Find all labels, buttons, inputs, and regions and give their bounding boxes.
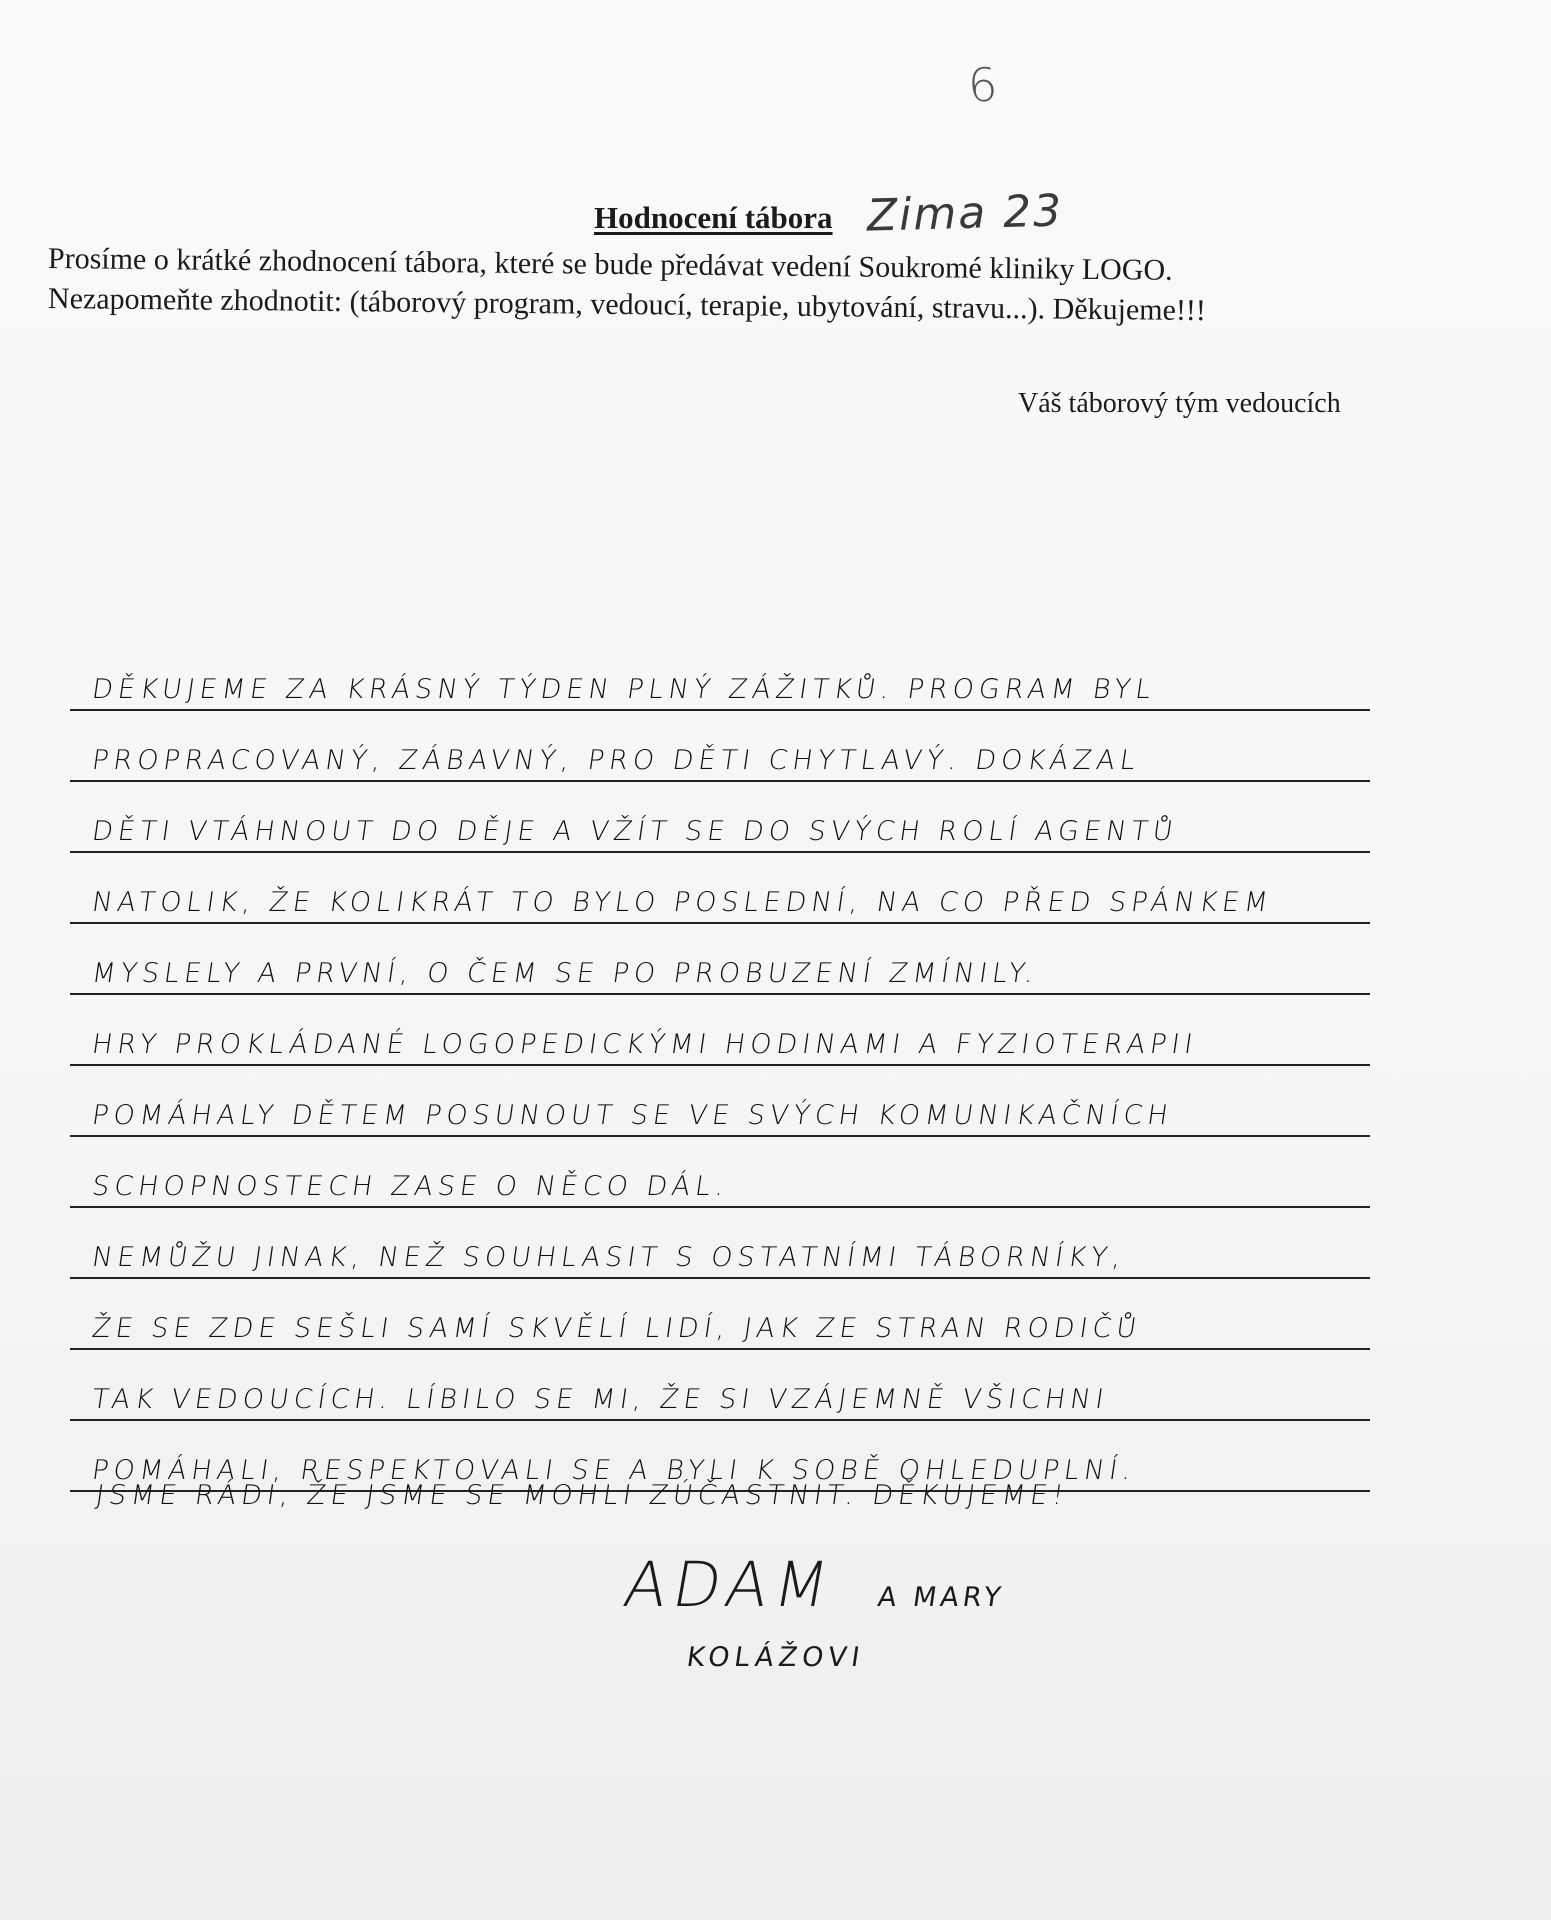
handwritten-season-note: Zima 23: [865, 185, 1064, 242]
response-line-text: TAK VEDOUCÍCH. LÍBILO SE MI, ŽE SI VZÁJEMNĚ VŠICHNI: [90, 1384, 1111, 1415]
response-line-text: NATOLIK, ŽE KOLIKRÁT TO BYLO POSLEDNÍ, NA CO PŘED SPÁNKEM: [90, 887, 1275, 918]
response-line: [70, 1137, 1370, 1208]
page-title: Hodnocení tábora: [594, 200, 833, 235]
response-line-text: ŽE SE ZDE SEŠLI SAMÍ SKVĚLÍ LIDÍ, JAK ZE STRAN RODIČŮ: [90, 1313, 1144, 1344]
response-line-text: DĚKUJEME ZA KRÁSNÝ TÝDEN PLNÝ ZÁŽITKŮ. PROGRAM BYL: [90, 674, 1158, 705]
response-line: [70, 924, 1370, 995]
page-number: 6: [966, 57, 1000, 113]
response-line: [70, 782, 1370, 853]
intro-text: [47, 240, 1348, 328]
response-line-text: PROPRACOVANÝ, ZÁBAVNÝ, PRO DĚTI CHYTLAVÝ. DOKÁZAL: [90, 745, 1143, 776]
signature-and: A MARY: [875, 1582, 1007, 1613]
response-line: [70, 853, 1370, 924]
response-line-text: POMÁHALI, RESPEKTOVALI SE A BYLI K SOBĚ OHLEDUPLNÍ.: [90, 1455, 1138, 1486]
response-line-text: POMÁHALY DĚTEM POSUNOUT SE VE SVÝCH KOMUNIKAČNÍCH: [90, 1100, 1175, 1131]
response-line-text: SCHOPNOSTECH ZASE O NĚCO DÁL.: [90, 1171, 732, 1202]
response-line-text: DĚTI VTÁHNOUT DO DĚJE A VŽÍT SE DO SVÝCH ROLÍ AGENTŮ: [90, 816, 1180, 847]
response-line: [70, 711, 1370, 782]
response-line: [70, 1279, 1370, 1350]
response-line: [70, 1350, 1370, 1421]
response-line-text: NEMŮŽU JINAK, NEŽ SOUHLASIT S OSTATNÍMI TÁBORNÍKY,: [90, 1242, 1129, 1273]
response-line: [70, 995, 1370, 1066]
signature-name: ADAM: [618, 1548, 841, 1621]
title-row: [594, 185, 1064, 242]
response-line-text: MYSLELY A PRVNÍ, O ČEM SE PO PROBUZENÍ ZMÍNILY.: [90, 958, 1041, 989]
intro-line-1: Prosíme o krátké zhodnocení tábora, které se bude předávat vedení Soukromé kliniky LOGO.: [47, 242, 1173, 287]
team-signoff: Váš táborový tým vedoucích: [1018, 388, 1341, 419]
signature: [618, 1548, 1007, 1673]
response-line: [70, 1208, 1370, 1279]
response-line: [70, 640, 1370, 711]
response-line: [70, 1066, 1370, 1137]
handwritten-response: [70, 640, 1390, 1492]
signature-surname: KOLÁŽOVI: [684, 1642, 867, 1673]
response-line-text: HRY PROKLÁDANÉ LOGOPEDICKÝMI HODINAMI A FYZIOTERAPII: [90, 1029, 1200, 1060]
closing-line: JSME RÁDI, ŽE JSME SE MOHLI ZÚČASTNIT. DĚKUJEME!: [93, 1480, 1071, 1511]
intro-line-2: Nezapomeňte zhodnotit: (táborový program, vedoucí, terapie, ubytování, stravu...). Děkujeme!!!: [47, 282, 1207, 328]
